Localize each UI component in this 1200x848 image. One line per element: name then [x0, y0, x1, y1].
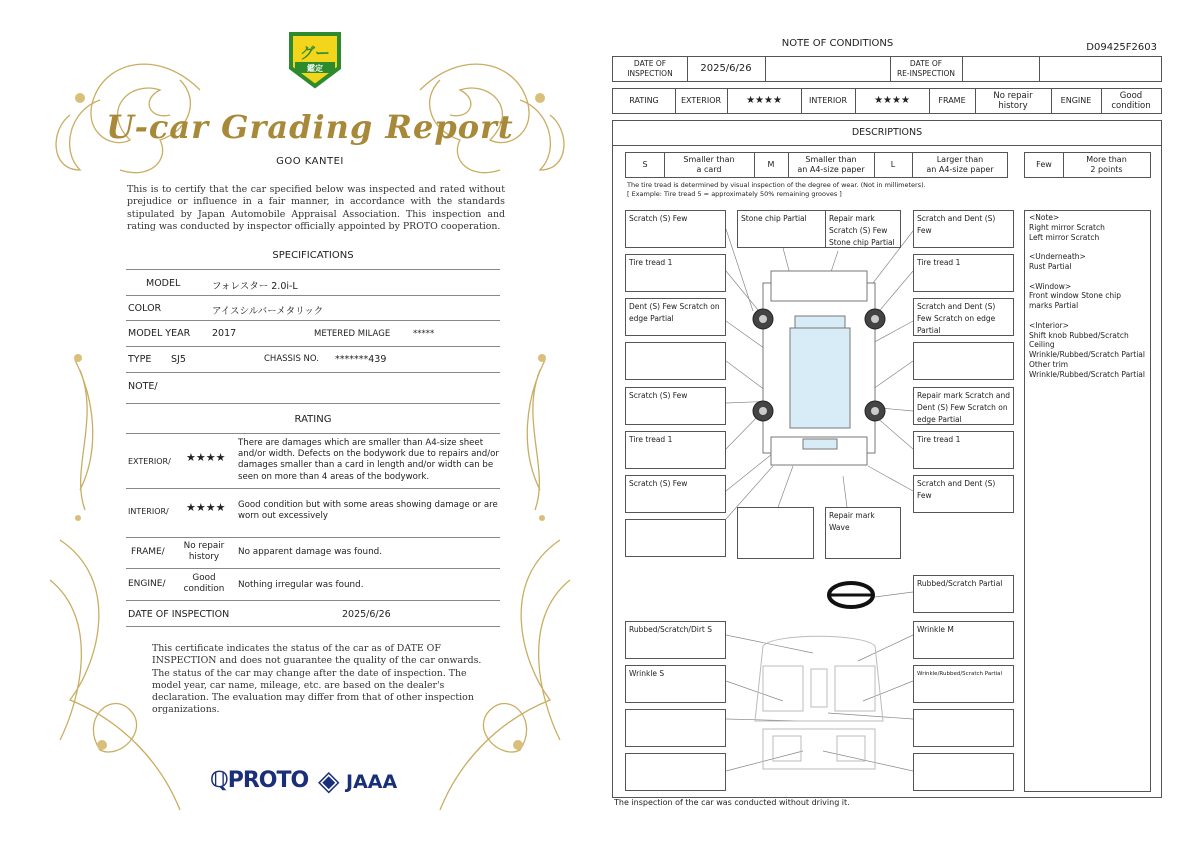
damage-box: Repair mark Wave	[825, 507, 901, 559]
model-year-label: MODEL YEAR	[128, 328, 191, 339]
tire-note-1: The tire tread is determined by visual inspection of the degree of wear. (Not in millimeters).	[627, 181, 926, 189]
type-value: SJ5	[171, 354, 186, 365]
grading-certificate	[40, 20, 580, 820]
specifications-heading: SPECIFICATIONS	[272, 250, 354, 261]
damage-box: Wrinkle M	[913, 621, 1014, 659]
certificate-footer-text: This certificate indicates the status of the car as of DATE OF INSPECTION and does not guarantee the quality of the car onwards. The status of the car may change after the date of inspection. The model year, car name, mileage, etc. are based on the dealer's declaration. The evaluation may differ from that of other inspection organizations.	[152, 643, 482, 716]
frame-value: No repair history	[993, 91, 1033, 111]
damage-box: Rubbed/Scratch Partial	[913, 575, 1014, 613]
chassis-label: CHASSIS NO.	[264, 354, 319, 364]
damage-box: Dent (S) Few Scratch on edge Partial	[625, 298, 726, 336]
damage-box: Repair mark Scratch and Dent (S) Few Scratch on edge Partial	[913, 387, 1014, 425]
damage-box: Scratch and Dent (S) Few	[913, 210, 1014, 248]
report-title: U-car Grading Report	[106, 108, 514, 146]
tire-note-2: [ Example: Tire tread 5 = approximately 50% remaining grooves ]	[627, 190, 842, 198]
rating-row-interior	[126, 489, 500, 538]
damage-box: Stone chip Partial	[737, 210, 838, 248]
color-value: アイスシルバーメタリック	[212, 306, 324, 317]
damage-box: Tire tread 1	[625, 254, 726, 292]
spec-row-type	[126, 347, 500, 373]
damage-box: Tire tread 1	[913, 431, 1014, 469]
damage-box: Scratch (S) Few	[625, 210, 726, 248]
legend-l-text: Larger than an A4-size paper	[926, 155, 994, 174]
exterior-stars: ★★★★	[746, 95, 782, 106]
exterior-label: EXTERIOR	[680, 96, 722, 105]
damage-box	[913, 753, 1014, 791]
spec-row-model	[126, 271, 500, 296]
rating-row-engine	[126, 569, 500, 601]
damage-box: Scratch and Dent (S) Few	[913, 475, 1014, 513]
svg-text:鑑定: 鑑定	[307, 64, 323, 73]
rating-row-frame	[126, 538, 500, 569]
interior-label: INTERIOR	[808, 96, 848, 105]
damage-box: Wrinkle S	[625, 665, 726, 703]
jaaa-mark-icon: ◈	[318, 764, 340, 797]
frame-description: No apparent damage was found.	[238, 547, 383, 557]
frame-label: FRAME	[938, 96, 966, 105]
model-value: フォレスター 2.0i-L	[212, 281, 298, 292]
legend-l: L	[890, 160, 896, 169]
date-reinspection-label: DATE OF RE-INSPECTION	[896, 59, 956, 78]
spec-row-note	[126, 373, 500, 404]
chassis-value: *******439	[335, 354, 387, 365]
date-value: 2025/6/26	[342, 609, 391, 620]
type-label: TYPE	[128, 354, 152, 365]
engine-value: Good condition	[183, 573, 225, 594]
goo-kantei-badge-logo	[287, 30, 343, 90]
svg-text:グー: グー	[299, 44, 331, 62]
metered-milage-value: *****	[413, 329, 435, 339]
divider	[126, 269, 500, 270]
damage-box	[737, 507, 814, 559]
damage-box: Repair mark Scratch (S) Few Stone chip Partial	[825, 210, 901, 248]
note-of-conditions	[610, 32, 1165, 812]
divider	[126, 433, 500, 434]
damage-box: Scratch and Dent (S) Few Scratch on edge Partial	[913, 298, 1014, 336]
color-label: COLOR	[128, 303, 162, 314]
interior-stars: ★★★★	[186, 501, 226, 514]
spec-row-year	[126, 321, 500, 347]
damage-box	[913, 342, 1014, 380]
document-id: D09425F2603	[1086, 42, 1157, 53]
conditions-title: NOTE OF CONDITIONS	[781, 38, 894, 49]
legend-few-text: More than 2 points	[1086, 155, 1127, 174]
interior-description: Good condition but with some areas showing damage or are worn out excessively	[238, 500, 498, 522]
report-subtitle: GOO KANTEI	[276, 156, 344, 167]
engine-label: ENGINE/	[128, 579, 166, 589]
engine-value: Good condition	[1111, 91, 1151, 111]
date-label: DATE OF INSPECTION	[128, 609, 230, 620]
exterior-description: There are damages which are smaller than A4-size sheet and/or width. Defects on the bodywork due to repairs and/or damages smaller than a card in length and/or width can be seen on more than 4 areas of the bodywork.	[238, 438, 499, 482]
rating-heading: RATING	[294, 414, 332, 425]
legend-s: S	[642, 160, 648, 169]
descriptions-heading: DESCRIPTIONS	[851, 127, 923, 138]
rating-row-date	[126, 601, 500, 627]
interior-stars: ★★★★	[874, 95, 910, 106]
damage-box: Wrinkle/Rubbed/Scratch Partial	[913, 665, 1014, 703]
damage-box	[625, 753, 726, 791]
interior-label: INTERIOR/	[128, 507, 169, 516]
engine-description: Nothing irregular was found.	[238, 580, 364, 590]
proto-logo: ℚPROTO	[210, 768, 309, 793]
legend-m: M	[767, 160, 775, 169]
damage-box	[625, 709, 726, 747]
damage-box: Rubbed/Scratch/Dirt S	[625, 621, 726, 659]
legend-s-text: Smaller than a card	[683, 155, 735, 174]
exterior-stars: ★★★★	[186, 451, 226, 464]
metered-milage-label: METERED MILAGE	[314, 329, 391, 339]
inspection-footer: The inspection of the car was conducted without driving it.	[614, 798, 850, 807]
rating-row-exterior	[126, 435, 500, 489]
jaaa-logo: JAAA	[346, 771, 398, 793]
note-label: NOTE/	[128, 381, 158, 392]
model-year-value: 2017	[212, 328, 237, 339]
exterior-label: EXTERIOR/	[128, 457, 171, 466]
frame-label: FRAME/	[131, 547, 165, 557]
spec-row-color	[126, 296, 500, 321]
rating-label: RATING	[629, 96, 659, 105]
damage-box	[625, 342, 726, 380]
legend-few: Few	[1036, 160, 1052, 169]
certification-text: This is to certify that the car specified below was inspected and rated without prejudice or influence in a fair manner, in accordance with the standards stipulated by Japan Automobile Appraisal Association. This inspection and rating was conducted by inspector officially appointed by PROTO cooperation.	[127, 184, 505, 232]
descriptions-panel	[612, 120, 1162, 798]
damage-box: Tire tread 1	[625, 431, 726, 469]
date-inspection-value: 2025/6/26	[700, 63, 752, 74]
damage-box: Tire tread 1	[913, 254, 1014, 292]
damage-box: Scratch (S) Few	[625, 387, 726, 425]
date-inspection-label: DATE OF INSPECTION	[627, 59, 673, 78]
notes-panel: <Note> Right mirror Scratch Left mirror Scratch <Underneath> Rust Partial <Window> Front window Stone chip marks Partial <Interior> Shift knob Rubbed/Scratch Ceiling Wrinkle/Rubbed/Scratch Partial Other trim Wrinkle/Rubbed/Scratch Partial	[1024, 210, 1151, 792]
rating-bar	[612, 88, 1162, 114]
frame-value: No repair history	[183, 541, 225, 562]
damage-box	[913, 709, 1014, 747]
damage-box: Scratch (S) Few	[625, 475, 726, 513]
proto-mark-icon: ℚ	[210, 768, 228, 793]
engine-label: ENGINE	[1060, 96, 1092, 105]
model-label: MODEL	[146, 278, 181, 289]
damage-box	[625, 519, 726, 557]
legend-m-text: Smaller than an A4-size paper	[797, 155, 865, 174]
inspection-date-bar	[612, 56, 1162, 82]
